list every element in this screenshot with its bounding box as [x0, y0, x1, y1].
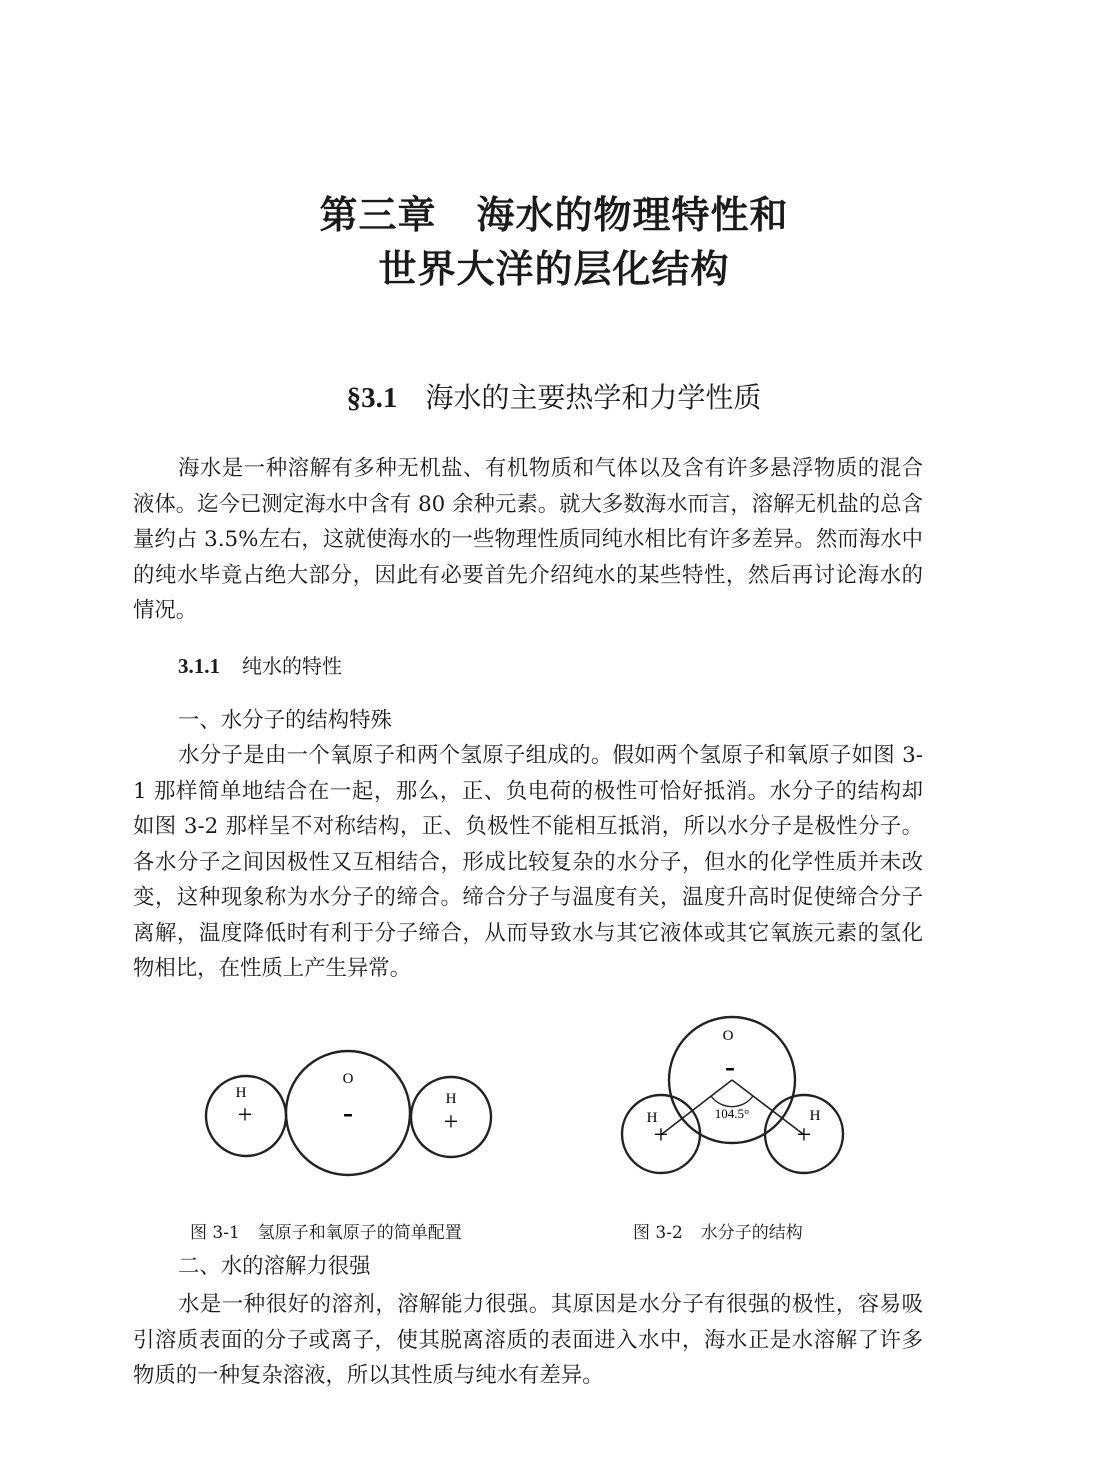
item1-heading: 一、水分子的结构特殊	[178, 708, 392, 733]
figure-3-2-label: 图 3-2	[633, 1223, 683, 1243]
item1-paragraph: 水分子是由一个氧原子和两个氢原子组成的。假如两个氢原子和氧原子如图 3-1 那样简单地结合在一起，那么，正、负电荷的极性可恰好抵消。水分子的结构却如图 3-2 那样呈不对称结构，正、负极性不能相互抵消，所以水分子是极性分子。各水分子之间因极性又互相结合，形成比较复杂的水分子，但水的化学性质并未改变，这种现象称为水分子的缔合。缔合分子与温度有关，温度升高时促使缔合分子离解，温度降低时有利于分子缔合，从而导致水与其它液体或其它氧族元素的氢化物相比，在性质上产生异常。	[133, 743, 923, 981]
plus-sign-left: +	[237, 1100, 253, 1129]
section-title: 海水的主要热学和力学性质	[425, 381, 762, 414]
chapter-number: 第三章	[319, 193, 437, 237]
o-label: O	[722, 1028, 734, 1044]
item2-paragraph: 水是一种很好的溶剂，溶解能力很强。其原因是水分子有很强的极性，容易吸引溶质表面的分子或离子，使其脱离溶质的表面进入水中，海水正是水溶解了许多物质的一种复杂溶液，所以其性质与纯水有差异。	[133, 1292, 923, 1388]
h-label-right: H	[445, 1091, 457, 1107]
chapter-title-line1	[0, 190, 1108, 240]
figure-3-1-caption	[190, 1219, 462, 1247]
h-label-left: H	[235, 1085, 247, 1101]
figure-3-2-diagram	[615, 1010, 855, 1180]
figure-3-1-label: 图 3-1	[190, 1223, 240, 1243]
chapter-title-line2: 世界大洋的层化结构	[378, 247, 730, 291]
figure-3-2-caption	[633, 1219, 803, 1247]
subsection-title: 纯水的特性	[242, 654, 342, 678]
subsection-number: 3.1.1	[178, 654, 220, 678]
plus-sign-right: +	[796, 1120, 812, 1149]
o-label: O	[342, 1071, 354, 1087]
chapter-title-text: 海水的物理特性和	[476, 193, 789, 237]
item2-heading: 二、水的溶解力很强	[178, 1254, 371, 1279]
subsection-heading	[178, 650, 342, 682]
angle-label: 104.5°	[714, 1106, 750, 1121]
minus-sign: -	[725, 1050, 735, 1083]
figure-3-1-caption-text: 氢原子和氧原子的简单配置	[257, 1223, 462, 1243]
figure-3-1-diagram	[200, 1040, 500, 1180]
intro-paragraph: 海水是一种溶解有多种无机盐、有机物质和气体以及含有许多悬浮物质的混合液体。迄今已测定海水中含有 80 余种元素。就大多数海水而言，溶解无机盐的总含量约占 3.5%左右，这就使海水的一些物理性质同纯水相比有许多差异。然而海水中的纯水毕竟占绝大部分，因此有必要首先介绍纯水的某些特性，然后再讨论海水的情况。	[133, 456, 923, 623]
figure-3-2-caption-text: 水分子的结构	[700, 1223, 803, 1243]
section-heading	[0, 378, 1108, 418]
h-label-right: H	[809, 1108, 821, 1124]
plus-sign-right: +	[443, 1107, 459, 1136]
h-label-left: H	[646, 1110, 658, 1126]
section-number: §3.1	[346, 382, 398, 414]
minus-sign: -	[343, 1096, 353, 1129]
plus-sign-left: +	[653, 1120, 669, 1149]
